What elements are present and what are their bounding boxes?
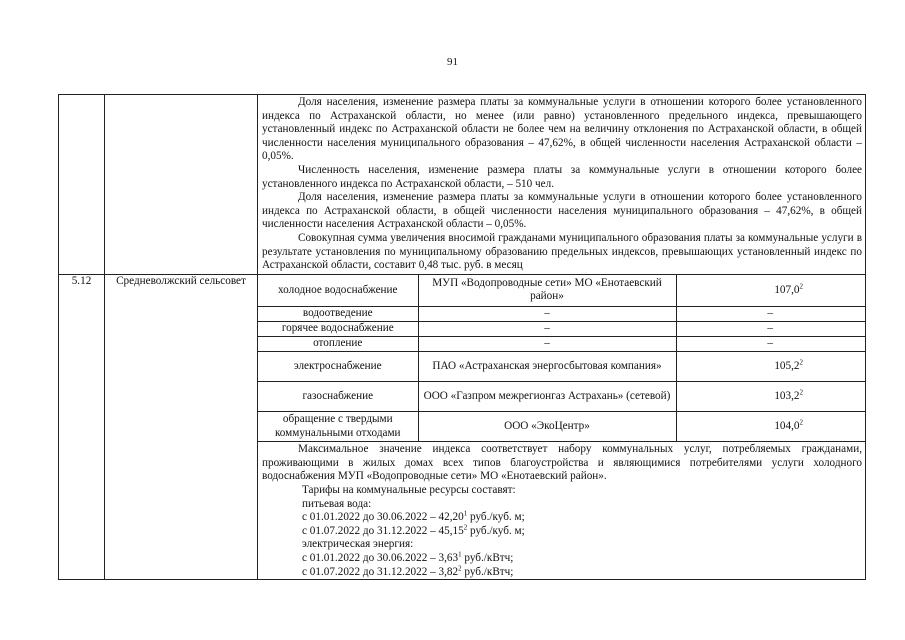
table-row-5-12 [59,274,866,579]
paragraph: Численность населения, изменение размера платы за коммунальные услуги в отношении которого более установленного индекса по Астраханской области, – 510 чел. [262,163,862,190]
row-number: 5.12 [71,274,92,287]
service-index: – [676,307,865,322]
row-content-cell [258,274,866,579]
service-index: – [676,337,865,352]
service-name: отопление [258,337,418,352]
tariff-line: питьевая вода: [302,497,372,510]
service-row [258,337,865,352]
tariff-line: с 01.01.2022 до 30.06.2022 – 42,20$^1$ руб./куб. м; [302,509,525,524]
tariff-line: с 01.01.2022 до 30.06.2022 – 3,63$^1$ руб./кВтч; [302,550,514,564]
service-provider: ООО «ЭкоЦентр» [418,412,676,442]
service-row [258,412,865,442]
paragraph: Доля населения, изменение размера платы за коммунальные услуги в отношении которого более установленного индекса по Астраханской области, но менее (или равно) установленного предельного индекса, превышающего установленный индекс по Астраханской области не более чем на величину отклонения по Астраханской области, в общей численности населения муниципального образования – 47,62%, в общей численности населения Астраханской области – 0,05%. [262,96,862,163]
page-number: 91 [447,56,458,68]
tariff-line: с 01.07.2022 до 31.12.2022 – 3,82$^2$ руб./кВтч; [302,563,514,578]
service-index: 103,2$^2$ [676,382,865,412]
service-provider: ПАО «Астраханская энергосбытовая компания» [418,352,676,382]
service-provider: – [418,307,676,322]
service-row [258,322,865,337]
tariff-line: электрическая энергия: [302,538,414,551]
service-row [258,275,865,307]
service-index: 105,2$^2$ [676,352,865,382]
service-provider: – [418,322,676,337]
service-index: – [676,322,865,337]
service-row [258,382,865,412]
paragraph: Доля населения, изменение размера платы за коммунальные услуги в отношении которого более установленного индекса по Астраханской области, в общей численности населения муниципального образования – 47,62%, в общей численности населения Астраханской области – 0,05%. [262,191,862,231]
municipality-name: Средневолжский сельсовет [116,274,246,287]
max-index-note: Максимальное значение индекса соответствует набору коммунальных услуг, потребляемых гражданами, проживающими в жилых домах всех типов благоустройства и являющимися потребителями услуги холодного водоснабжения МУП «Водопроводные сети» МО «Енотаевский район». [262,443,862,483]
table-row-prev [59,95,866,275]
service-index: 104,0$^2$ [676,412,865,442]
paragraph: Совокупная сумма увеличения вносимой гражданами муниципального образования платы за коммунальные услуги в результате установления по муниципальному образованию предельных индексов, превышающих установленный индекс по Астраханской области, составит 0,48 тыс. руб. в месяц [262,231,862,272]
service-row [258,307,865,322]
services-table [258,275,865,443]
service-row [258,352,865,382]
tariff-line: с 01.07.2022 до 31.12.2022 – 45,15$^2$ руб./куб. м; [302,523,525,537]
service-provider: – [418,337,676,352]
service-name: водоотведение [258,307,418,322]
notes-block [258,442,865,579]
service-name: газоснабжение [258,382,418,412]
tariffs-title: Тарифы на коммунальные ресурсы составят: [302,484,516,496]
row-number-cell [59,274,105,579]
indices-table [58,94,866,580]
row-prev-name-cell [105,95,258,275]
row-prev-text-cell [258,95,866,275]
service-name: электроснабжение [258,352,418,382]
service-name: горячее водоснабжение [258,322,418,337]
service-name: обращение с твердыми коммунальными отходами [258,412,418,442]
service-index: 107,0$^2$ [676,275,865,307]
row-name-cell [105,274,258,579]
service-name: холодное водоснабжение [258,275,418,307]
service-provider: ООО «Газпром межрегионгаз Астрахань» (сетевой) [418,382,676,412]
row-prev-number-cell [59,95,105,275]
service-provider: МУП «Водопроводные сети» МО «Енотаевский район» [418,275,676,307]
